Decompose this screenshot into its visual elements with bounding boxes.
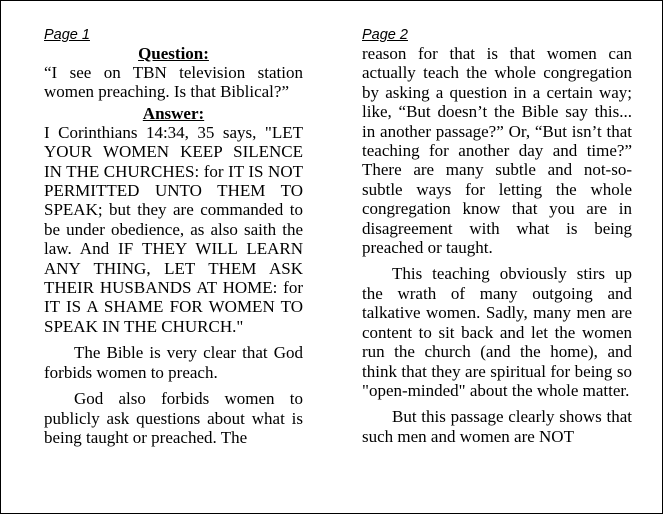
page-2-paragraph-1: reason for that is that women can actually teach the whole congregation by asking a question in a certain way; like, “But doesn’t the Bible say this... in another passage?” Or, “But isn’t that teaching for another day and time?” There are many subtle and not-so-subtle ways for letting the whole congregation know that you are in disagreement with what is being preached or taught. bbox=[362, 44, 632, 258]
page-2-paragraph-2: This teaching obviously stirs up the wrath of many outgoing and talkative women. Sadly, many men are content to sit back and let the women run the church (and the home), and think that they are spiritual for being so "open-minded" about the whole matter. bbox=[362, 264, 632, 400]
page-1-column bbox=[44, 26, 303, 447]
question-heading: Question: bbox=[138, 44, 209, 63]
page-1-paragraph-2: God also forbids women to publicly ask questions about what is being taught or preached. The bbox=[44, 389, 303, 447]
page-1-header: Page 1 bbox=[44, 27, 90, 43]
scripture-quote: I Corinthians 14:34, 35 says, "LET YOUR WOMEN KEEP SILENCE IN THE CHURCHES: for IT IS NOT PERMITTED UNTO THEM TO SPEAK; but they are commanded to be under obedience, as also saith the law. And IF THEY WILL LEARN ANY THING, LET THEM ASK THEIR HUSBANDS AT HOME: for IT IS A SHAME FOR WOMEN TO SPEAK IN THE CHURCH." bbox=[44, 122, 303, 336]
page-1-paragraph-1: The Bible is very clear that God forbids women to preach. bbox=[44, 343, 303, 382]
answer-heading: Answer: bbox=[142, 103, 205, 123]
page-2-paragraph-3: But this passage clearly shows that such men and women are NOT bbox=[362, 407, 632, 446]
question-text: “I see on TBN television station women preaching. Is that Biblical?” bbox=[44, 63, 303, 102]
page-2-header: Page 2 bbox=[362, 27, 408, 43]
page-2-column bbox=[362, 26, 632, 446]
